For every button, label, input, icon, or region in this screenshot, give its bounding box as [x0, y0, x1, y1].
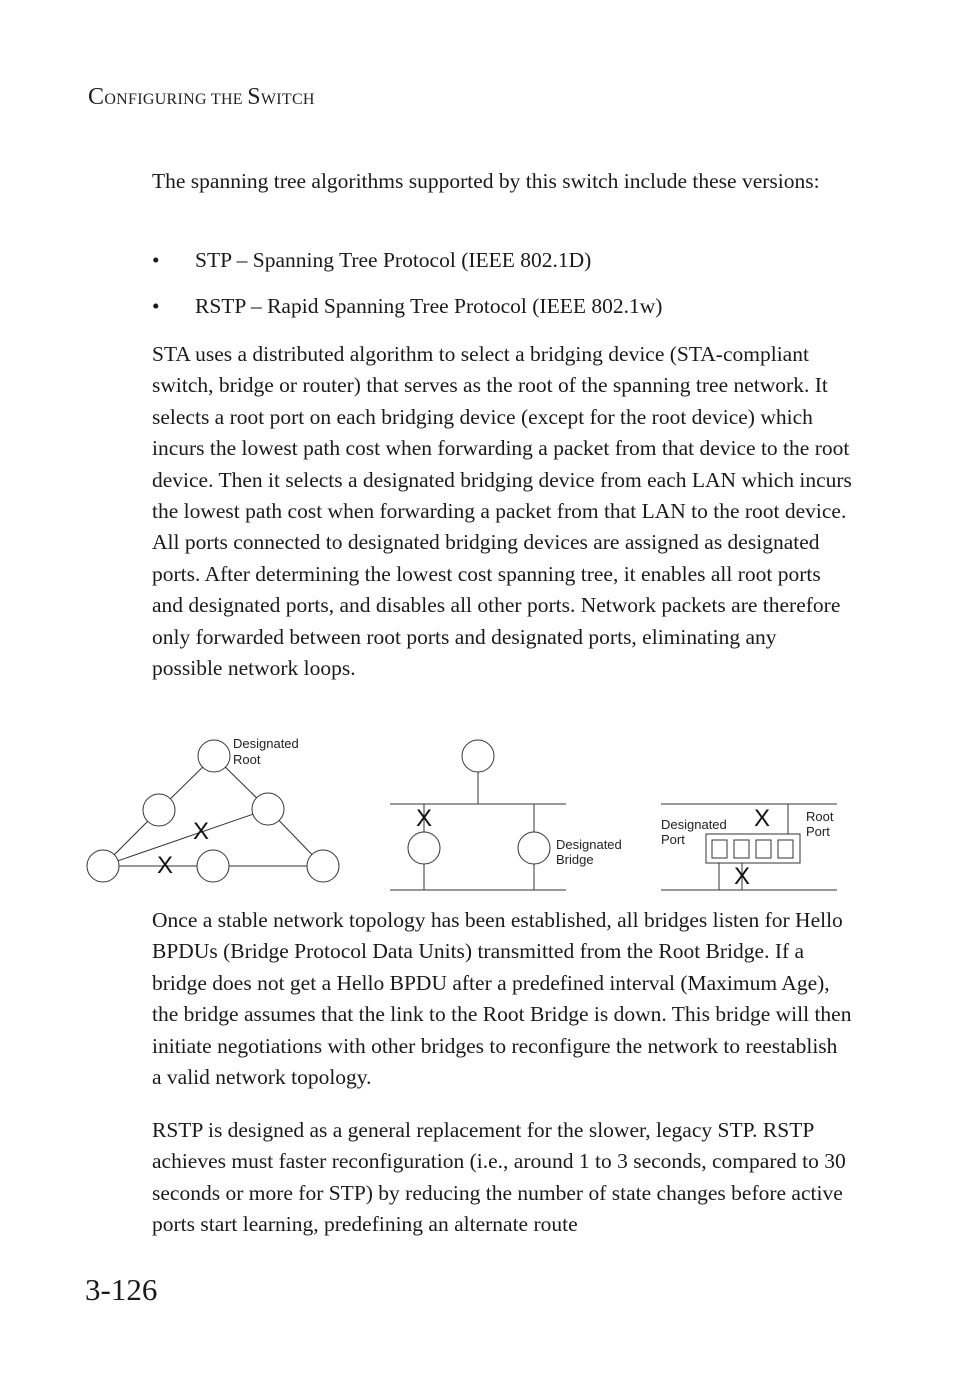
- page-number: 3-126: [85, 1272, 158, 1307]
- label-designated-root: Designated: [233, 736, 299, 751]
- blocked-mark: X: [415, 805, 433, 832]
- intro-paragraph: The spanning tree algorithms supported by this switch include these versions:: [152, 169, 820, 193]
- bridge-node: [87, 850, 119, 882]
- port-box: [712, 840, 727, 858]
- bridge-node: [143, 794, 175, 826]
- bridge-node: [462, 740, 494, 772]
- label-designated-root: Root: [233, 752, 261, 767]
- bullet-text: RSTP – Rapid Spanning Tree Protocol (IEEE 802.1w): [195, 294, 663, 318]
- bullet-mark: •: [152, 248, 160, 272]
- blocked-mark: X: [733, 863, 751, 890]
- rstp-paragraph: RSTP is designed as a general replacement for the slower, legacy STP. RSTP achieves must faster reconfiguration (i.e., around 1 to 3 seconds, compared to 30 seconds or more for STP) by reducing the number of state changes before active ports start learning, predefining an alternate route: [152, 1118, 846, 1237]
- port-box: [734, 840, 749, 858]
- label-designated-bridge: Bridge: [556, 852, 594, 867]
- label-designated-port: Designated: [661, 817, 727, 832]
- bullet-mark: •: [152, 294, 160, 318]
- label-root-port: Root: [806, 809, 834, 824]
- bridge-node: [307, 850, 339, 882]
- bridge-node: [408, 832, 440, 864]
- running-header: CONFIGURING THE SWITCH: [88, 84, 315, 110]
- blocked-mark: X: [156, 852, 174, 879]
- sta-paragraph: STA uses a distributed algorithm to select a bridging device (STA-compliant switch, bridge or router) that serves as the root of the spanning tree network. It selects a root port on each bridging device (except for the root device) which incurs the lowest path cost when forwarding a packet from that device to the root device. Then it selects a designated bridging device from each LAN which incurs the lowest path cost when forwarding a packet from that LAN to the root device. All ports connected to designated bridging devices are assigned as designated ports. After determining the lowest cost spanning tree, it enables all root ports and designated ports, and disables all other ports. Network packets are therefore only forwarded between root ports and designated ports, eliminating any possible network loops.: [152, 342, 852, 681]
- label-root-port: Port: [806, 824, 830, 839]
- port-box: [778, 840, 793, 858]
- blocked-mark: X: [753, 805, 771, 832]
- bullet-text: STP – Spanning Tree Protocol (IEEE 802.1D): [195, 248, 592, 272]
- label-designated-bridge: Designated: [556, 837, 622, 852]
- blocked-mark: X: [192, 818, 210, 845]
- label-designated-port: Port: [661, 832, 685, 847]
- port-box: [756, 840, 771, 858]
- bridge-node: [197, 850, 229, 882]
- bridge-node: [252, 793, 284, 825]
- designated-bridge-node: [518, 832, 550, 864]
- hello-bpdu-paragraph: Once a stable network topology has been established, all bridges listen for Hello BPDUs (Bridge Protocol Data Units) transmitted from the Root Bridge. If a bridge does not get a Hello BPDU after a predefined interval (Maximum Age), the bridge assumes that the link to the Root Bridge is down. This bridge will then initiate negotiations with other bridges to reconfigure the network to reestablish a valid network topology.: [152, 908, 852, 1090]
- root-bridge-node: [198, 740, 230, 772]
- spanning-tree-diagram: [80, 730, 850, 900]
